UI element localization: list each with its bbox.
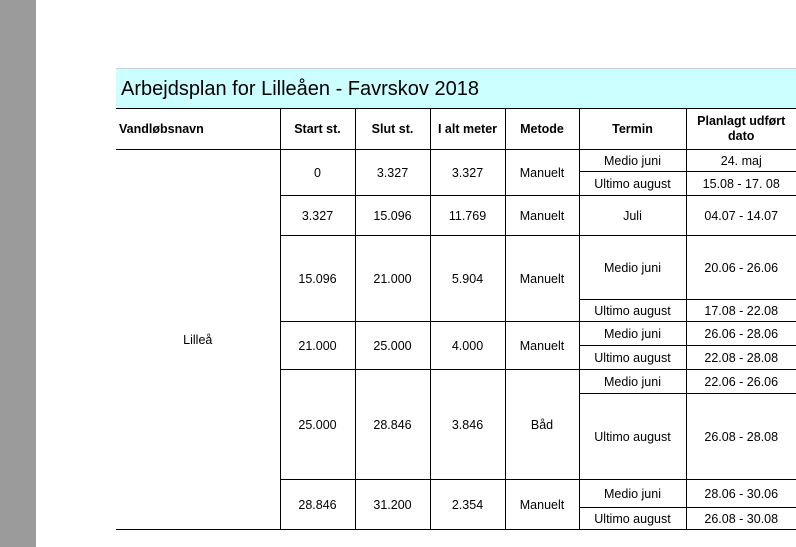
page-title: Arbejdsplan for Lilleåen - Favrskov 2018 xyxy=(116,68,796,108)
termin-cell: Medio juni xyxy=(579,150,686,172)
start-station-cell: 28.846 xyxy=(280,480,355,530)
start-station-cell: 0 xyxy=(280,150,355,196)
planned-date-cell: 15.08 - 17. 08 xyxy=(686,172,796,196)
method-cell: Manuelt xyxy=(505,150,579,196)
total-meters-cell: 11.769 xyxy=(430,196,505,236)
termin-cell: Ultimo august xyxy=(579,300,686,322)
method-cell: Manuelt xyxy=(505,236,579,322)
method-cell: Manuelt xyxy=(505,196,579,236)
total-meters-cell: 3.327 xyxy=(430,150,505,196)
window-side-panel xyxy=(0,0,36,547)
header-slut-st: Slut st. xyxy=(355,109,430,150)
end-station-cell: 15.096 xyxy=(355,196,430,236)
termin-cell: Ultimo august xyxy=(579,394,686,480)
work-plan-table xyxy=(116,108,796,530)
work-plan-sheet xyxy=(116,68,796,530)
total-meters-cell: 4.000 xyxy=(430,322,505,370)
table-row xyxy=(116,150,796,172)
total-meters-cell: 3.846 xyxy=(430,370,505,480)
end-station-cell: 21.000 xyxy=(355,236,430,322)
table-header-row xyxy=(116,109,796,150)
end-station-cell: 25.000 xyxy=(355,322,430,370)
termin-cell: Medio juni xyxy=(579,370,686,394)
total-meters-cell: 2.354 xyxy=(430,480,505,530)
header-start-st: Start st. xyxy=(280,109,355,150)
planned-date-cell: 26.06 - 28.06 xyxy=(686,322,796,346)
header-termin: Termin xyxy=(579,109,686,150)
start-station-cell: 3.327 xyxy=(280,196,355,236)
planned-date-cell: 24. maj xyxy=(686,150,796,172)
planned-date-cell: 26.08 - 30.08 xyxy=(686,508,796,530)
termin-cell: Medio juni xyxy=(579,322,686,346)
termin-cell: Juli xyxy=(579,196,686,236)
start-station-cell: 21.000 xyxy=(280,322,355,370)
table-body xyxy=(116,150,796,530)
start-station-cell: 25.000 xyxy=(280,370,355,480)
header-i-alt-meter: I alt meter xyxy=(430,109,505,150)
planned-date-cell: 28.06 - 30.06 xyxy=(686,480,796,508)
header-metode: Metode xyxy=(505,109,579,150)
planned-date-cell: 22.08 - 28.08 xyxy=(686,346,796,370)
method-cell: Manuelt xyxy=(505,480,579,530)
header-planlagt-dato: Planlagt udført dato xyxy=(686,109,796,150)
planned-date-cell: 22.06 - 26.06 xyxy=(686,370,796,394)
termin-cell: Medio juni xyxy=(579,480,686,508)
planned-date-cell: 26.08 - 28.08 xyxy=(686,394,796,480)
planned-date-cell: 17.08 - 22.08 xyxy=(686,300,796,322)
watercourse-name-cell: Lilleå xyxy=(116,150,280,530)
total-meters-cell: 5.904 xyxy=(430,236,505,322)
end-station-cell: 3.327 xyxy=(355,150,430,196)
termin-cell: Ultimo august xyxy=(579,346,686,370)
header-vandlobsnavn: Vandløbsnavn xyxy=(116,109,280,150)
planned-date-cell: 20.06 - 26.06 xyxy=(686,236,796,300)
termin-cell: Medio juni xyxy=(579,236,686,300)
start-station-cell: 15.096 xyxy=(280,236,355,322)
method-cell: Manuelt xyxy=(505,322,579,370)
method-cell: Båd xyxy=(505,370,579,480)
end-station-cell: 28.846 xyxy=(355,370,430,480)
planned-date-cell: 04.07 - 14.07 xyxy=(686,196,796,236)
termin-cell: Ultimo august xyxy=(579,508,686,530)
end-station-cell: 31.200 xyxy=(355,480,430,530)
termin-cell: Ultimo august xyxy=(579,172,686,196)
